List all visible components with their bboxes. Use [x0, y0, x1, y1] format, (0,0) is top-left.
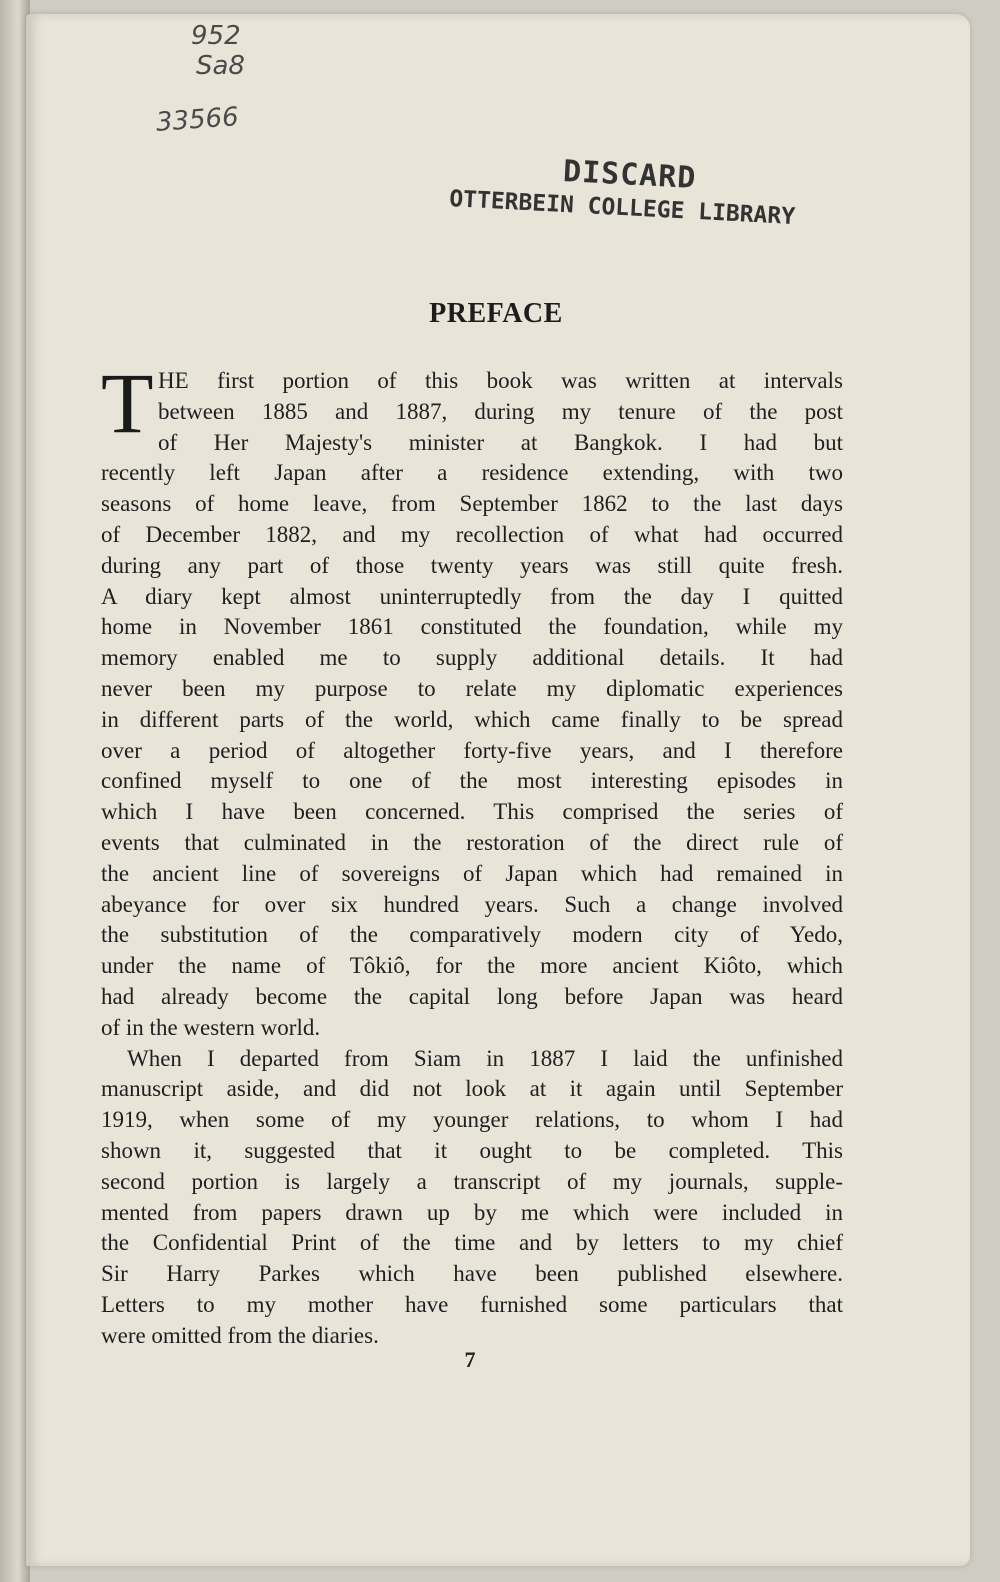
text-line: under the name of Tôkiô, for the more ancient Kiôto, which — [101, 953, 843, 979]
text-line: When I departed from Siam in 1887 I laid the unfinished — [127, 1045, 843, 1071]
text-line: shown it, suggested that it ought to be completed. This — [101, 1137, 843, 1163]
text-line: the ancient line of sovereigns of Japan which had remained in — [101, 860, 843, 886]
text-line: the substitution of the comparatively modern city of Yedo, — [101, 922, 843, 948]
text-line: seasons of home leave, from September 1862 to the last days — [101, 491, 843, 517]
text-line: in different parts of the world, which came finally to be spread — [101, 706, 843, 732]
text-line: HE first portion of this book was written at intervals — [158, 368, 843, 393]
paragraph-2 — [101, 1044, 843, 1352]
text-line: between 1885 and 1887, during my tenure of the post — [158, 398, 843, 424]
preface-body — [101, 355, 843, 1352]
handwritten-call-number-2: Sa8 — [196, 51, 245, 81]
text-line: the Confidential Print of the time and by letters to my chief — [101, 1230, 843, 1256]
text-line: of Her Majesty's minister at Bangkok. I had but — [158, 429, 843, 455]
discard-stamp: DISCARD — [562, 154, 698, 196]
text-line: mented from papers drawn up by me which were included in — [101, 1199, 843, 1225]
handwritten-accession-number: 33566 — [155, 102, 240, 138]
library-stamp: OTTERBEIN COLLEGE LIBRARY — [448, 186, 796, 231]
text-line: events that culminated in the restoration of the direct rule of — [101, 829, 843, 855]
text-line: manuscript aside, and did not look at it again until September — [101, 1076, 843, 1102]
text-line: during any part of those twenty years was still quite fresh. — [101, 552, 843, 578]
text-line: were omitted from the diaries. — [101, 1322, 379, 1348]
handwritten-call-number-1: 952 — [191, 21, 241, 51]
paragraph-1 — [101, 355, 843, 1044]
text-line: which I have been concerned. This comprised the series of — [101, 799, 843, 825]
text-line: second portion is largely a transcript of my journals, supple- — [101, 1168, 843, 1194]
text-line: A diary kept almost uninterruptedly from the day I quitted — [101, 583, 843, 609]
text-line: Letters to my mother have furnished some particulars that — [101, 1291, 843, 1317]
text-line: abeyance for over six hundred years. Such a change involved — [101, 891, 843, 917]
text-line: memory enabled me to supply additional details. It had — [101, 645, 843, 671]
page-title: PREFACE — [429, 298, 563, 329]
drop-cap: T — [101, 355, 154, 451]
text-line: had already become the capital long before Japan was heard — [101, 983, 843, 1009]
text-line: over a period of altogether forty-five years, and I therefore — [101, 737, 843, 763]
text-line: home in November 1861 constituted the foundation, while my — [101, 614, 843, 640]
text-line: confined myself to one of the most interesting episodes in — [101, 768, 843, 794]
text-line: recently left Japan after a residence extending, with two — [101, 460, 843, 486]
text-line: 1919, when some of my younger relations, to whom I had — [101, 1107, 843, 1133]
text-line: Sir Harry Parkes which have been published elsewhere. — [101, 1261, 843, 1287]
page-number: 7 — [464, 1347, 476, 1372]
text-line: never been my purpose to relate my diplomatic experiences — [101, 675, 843, 701]
text-line: of in the western world. — [101, 1014, 321, 1040]
text-line: of December 1882, and my recollection of what had occurred — [101, 521, 843, 547]
